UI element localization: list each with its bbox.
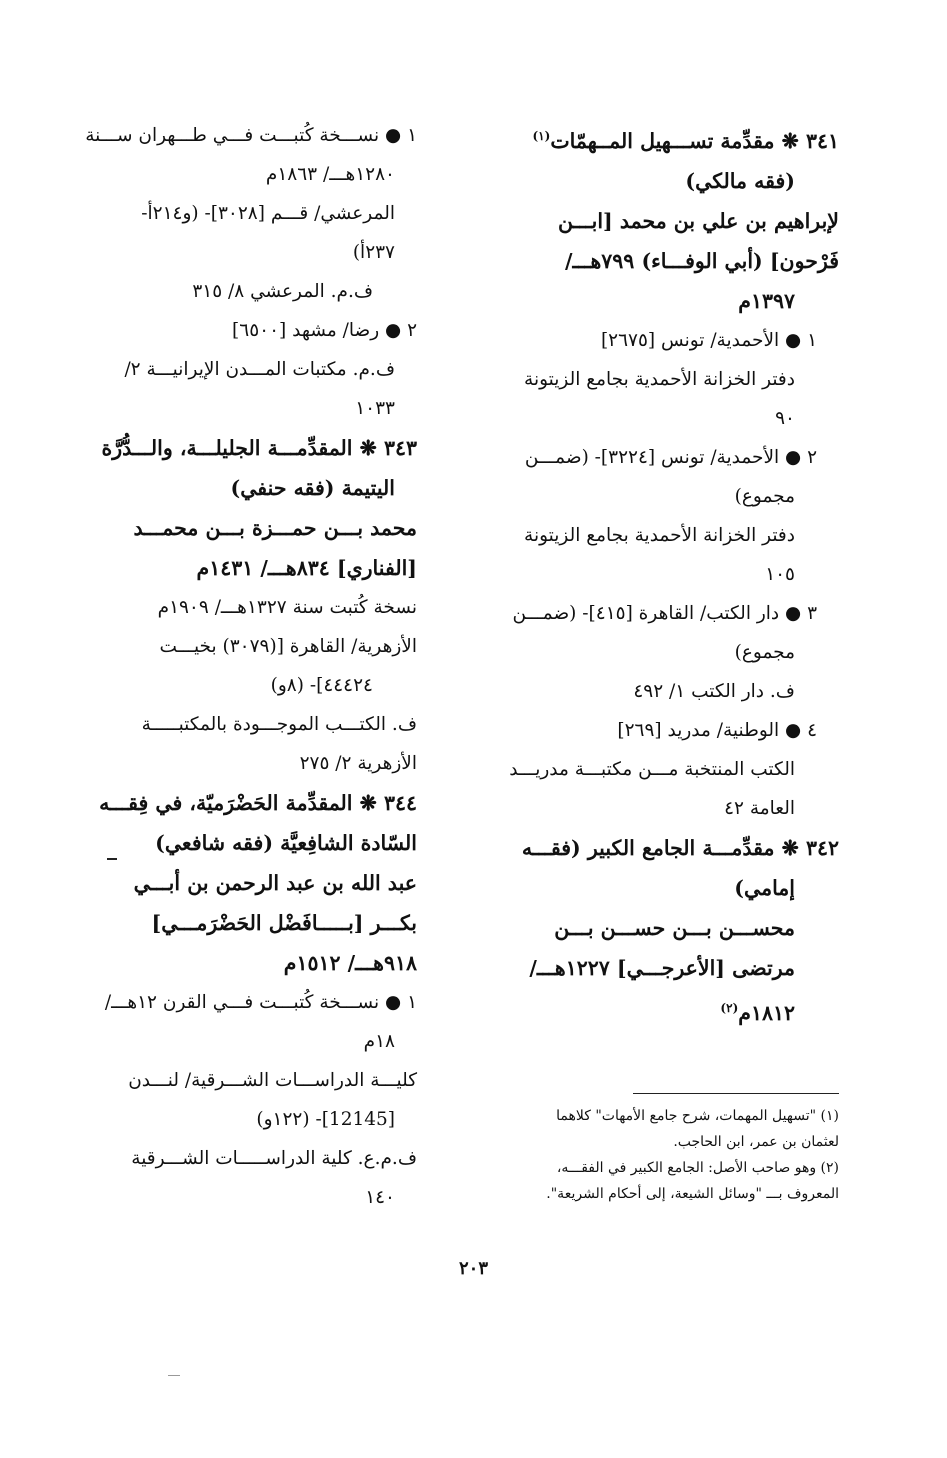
entry-343-copy-1: نسخة كُتبت سنة ١٣٢٧هـــ/ ١٩٠٩م	[157, 597, 417, 618]
entry-343-author: [الفناري] ٨٣٤هـــ/ ١٤٣١م	[196, 556, 417, 580]
footnote-1: لعثمان بن عمر، ابن الحاجب.	[673, 1134, 839, 1150]
entry-341-copy-5: ١ ● نســـخة كُتبـــت فـــي طـــهران ســـنة	[85, 125, 417, 146]
entry-341-author: ١٣٩٧م	[738, 288, 795, 313]
footnotes	[499, 1103, 839, 1207]
entry-344-copy-1: ١ ● نســـخة كُتبـــت فـــي القرن ١٢هـــ/	[104, 992, 417, 1013]
entry-341-copy-5-location: ٢٣٧أ)	[352, 242, 395, 263]
footnote-divider	[633, 1093, 839, 1094]
footnote-1: (١) "تسهيل المهمات، شرح جامع الأمهات" كلاهما	[556, 1108, 839, 1124]
entry-341-copy-6: ٢ ● رضا/ مشهد [٦٥٠٠]	[232, 320, 417, 341]
entry-341-copy-4-ref: العامة ٤٢	[724, 797, 795, 819]
entry-344-copy-1-location: [12145]- (١٢٢و)	[256, 1109, 395, 1130]
footnote-2: (٢) وهو صاحب الأصل: الجامع الكبير في الفقـــه،	[556, 1160, 839, 1176]
entry-344-copy-1: ١٨م	[363, 1031, 395, 1052]
entry-343-copy-1-ref: ف. الكتـــب الموجـــودة بالمكتبـــــة	[141, 714, 417, 735]
entry-341-author: لإبراهيم بن علي بن محمد [ابـــن	[557, 208, 839, 233]
entry-341-title: ٣٤١ ❋ مقدِّمة تســـهيل المــهمّات$^{(١)}$	[532, 128, 839, 153]
entry-341-copy-6-ref: ف.م. مكتبات المـــدن الإيرانيـــة ٢/	[124, 359, 395, 380]
entry-343-subject: اليتيمة (فقه حنفي)	[230, 476, 395, 500]
entry-344-copy-1-location: كليـــة الدراســـات الشـــرقية/ لنـــدن	[128, 1070, 417, 1091]
entry-341-copy-5-ref: ف.م. المرعشي ٨/ ٣١٥	[192, 281, 373, 302]
footnote-ref-2: (٢)	[720, 1000, 739, 1015]
entry-343-copy-1-location: الأزهرية/ القاهرة [(٣٠٧٩) بخيـــت	[159, 636, 417, 657]
entry-344-copy-1-ref: ف.م.ع. كلية الدراســـــات الشـــرقية	[131, 1148, 417, 1169]
entry-341-copy-1: ١ ● الأحمدية/ تونس [٢٦٧٥]	[600, 329, 817, 351]
entry-341-copy-1-ref: ٩٠	[775, 407, 795, 429]
entry-341-copy-5: ١٢٨٠هـــ/ ١٨٦٣م	[265, 164, 395, 185]
entry-341-subject: (فقه مالكي)	[685, 168, 795, 193]
entry-342-author: ١٨١٢م$^{(٢)}$	[720, 1000, 795, 1025]
entry-344-author: عبد الله بن عبد الرحمن بن أبـــي	[133, 871, 417, 895]
entry-341-copy-4: ٤ ● الوطنية/ مدريد [٢٦٩]	[617, 719, 817, 741]
entry-341-copy-2: مجموع)	[734, 485, 795, 507]
page-number: ٢٠٣	[458, 1258, 488, 1279]
entry-342-title: ٣٤٢ ❋ مقدِّمـــة الجامع الكبير (فقـــه	[521, 835, 839, 860]
entry-344-author: ٩١٨هـــ/ ١٥١٢م	[283, 951, 417, 975]
entry-342-author: محســـن بـــن حســـن بـــن	[554, 915, 795, 940]
entry-341-copy-5-location: المرعشي/ قـــم [٣٠٢٨]- (و٢١٤أ-	[141, 203, 395, 224]
entry-341-copy-4-ref: الكتب المنتخبة مـــن مكتبـــة مدريـــد	[509, 758, 795, 780]
entry-344-subject: السّادة الشافِعيَّة (فقه شافعي)	[155, 831, 417, 855]
entry-344-copy-1-ref: ١٤٠	[365, 1187, 395, 1208]
entry-341-copy-1-ref: دفتر الخزانة الأحمدية بجامع الزيتونة	[524, 368, 795, 390]
scan-speck	[107, 858, 117, 860]
footnote-2: المعروف بـــ "وسائل الشيعة، إلى أحكام الشريعة".	[546, 1186, 839, 1202]
left-column	[85, 116, 417, 1217]
entry-341-copy-2: ٢ ● الأحمدية/ تونس [٣٢٢٤]- (ضمـــن	[524, 446, 817, 468]
entry-341-author: فَرْحون] (أبي الوفـــاء) ٧٩٩هـــ/	[564, 248, 839, 273]
entry-342-subject: إمامي)	[734, 875, 795, 900]
entry-343-copy-1-ref: الأزهرية ٢/ ٢٧٥	[299, 753, 417, 774]
entry-344-title: ٣٤٤ ❋ المقدِّمة الحَضْرَميّة، في فِقـــه	[99, 791, 417, 815]
entry-342-author: مرتضى [الأعرجـــي] ١٢٢٧هـــ/	[529, 955, 795, 980]
entry-341-copy-3: ٣ ● دار الكتب/ القاهرة [٤١٥]- (ضمـــن	[512, 602, 817, 624]
scan-speck	[168, 1375, 180, 1376]
entry-343-copy-1-location: ٤٤٤٢٤]- (٨و)	[270, 675, 373, 696]
entry-341-copy-6-ref: ١٠٣٣	[355, 398, 395, 419]
entry-343-title: ٣٤٣ ❋ المقدِّمـــة الجليلـــة، والـــدُّرَّة	[101, 436, 417, 460]
entry-341-copy-3: مجموع)	[734, 641, 795, 663]
entry-343-author: محمد بـــن حمـــزة بـــن محمـــد	[133, 516, 417, 540]
entry-341-copy-2-ref: ١٠٥	[765, 563, 795, 585]
entry-341-copy-2-ref: دفتر الخزانة الأحمدية بجامع الزيتونة	[524, 524, 795, 546]
entry-344-author: بكـــر [بـــــافَضْل الحَضْرَمـــي]	[151, 911, 417, 935]
entry-341-copy-3-ref: ف. دار الكتب ١/ ٤٩٢	[633, 680, 795, 702]
right-column	[499, 116, 839, 1033]
footnote-ref-1: (١)	[532, 129, 551, 143]
